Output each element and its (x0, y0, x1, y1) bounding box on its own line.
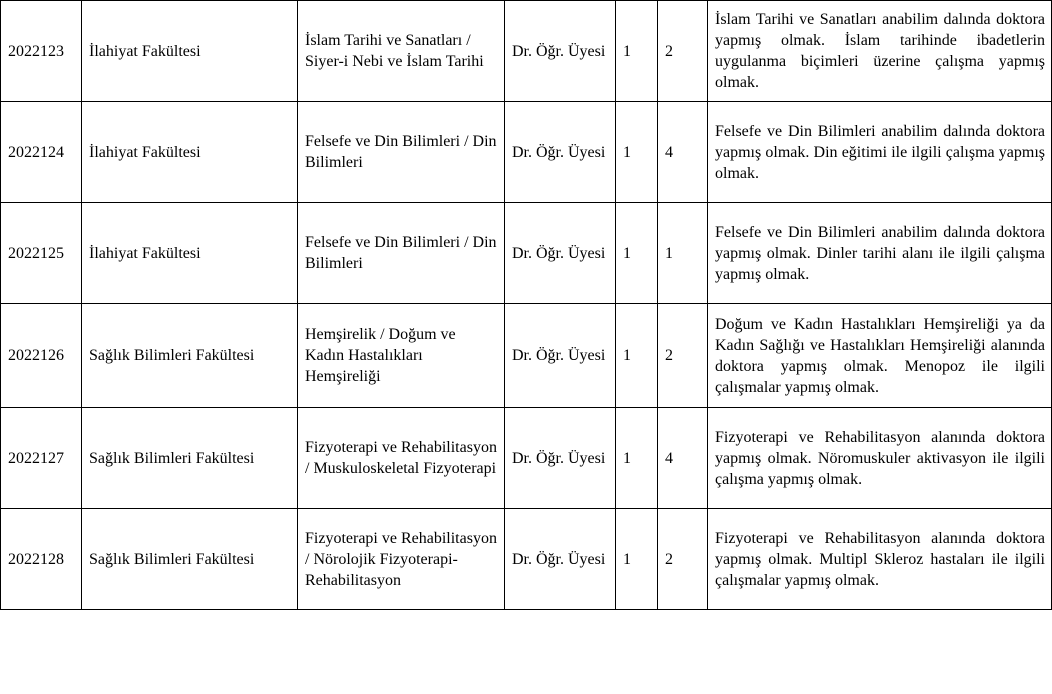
position-count: 1 (616, 102, 658, 203)
academic-title: Dr. Öğr. Üyesi (505, 408, 616, 509)
position-code: 2022126 (1, 304, 82, 408)
position-requirement: Fizyoterapi ve Rehabilitasyon alanında doktora yapmış olmak. Multipl Skleroz hastaları ile ilgili çalışmalar yapmış olmak. (708, 509, 1052, 610)
position-requirement: Doğum ve Kadın Hastalıkları Hemşireliği ya da Kadın Sağlığı ve Hastalıkları Hemşireliği alanında doktora yapmış olmak. Menopoz ile ilgili çalışmalar yapmış olmak. (708, 304, 1052, 408)
table-row (1, 102, 1052, 203)
position-count: 1 (616, 304, 658, 408)
position-degree: 2 (658, 304, 708, 408)
faculty-name: Sağlık Bilimleri Fakültesi (82, 408, 298, 509)
department-name: Fizyoterapi ve Rehabilitasyon / Nörolojik Fizyoterapi-Rehabilitasyon (298, 509, 505, 610)
faculty-name: Sağlık Bilimleri Fakültesi (82, 304, 298, 408)
position-degree: 2 (658, 509, 708, 610)
department-name: Felsefe ve Din Bilimleri / Din Bilimleri (298, 102, 505, 203)
position-requirement: Felsefe ve Din Bilimleri anabilim dalında doktora yapmış olmak. Din eğitimi ile ilgili çalışma yapmış olmak. (708, 102, 1052, 203)
department-name: Hemşirelik / Doğum ve Kadın Hastalıkları Hemşireliği (298, 304, 505, 408)
position-code: 2022123 (1, 1, 82, 102)
position-count: 1 (616, 509, 658, 610)
position-code: 2022124 (1, 102, 82, 203)
position-requirement: Felsefe ve Din Bilimleri anabilim dalında doktora yapmış olmak. Dinler tarihi alanı ile ilgili çalışma yapmış olmak. (708, 203, 1052, 304)
faculty-name: İlahiyat Fakültesi (82, 102, 298, 203)
faculty-name: İlahiyat Fakültesi (82, 203, 298, 304)
position-requirement: Fizyoterapi ve Rehabilitasyon alanında doktora yapmış olmak. Nöromuskuler aktivasyon ile ilgili çalışma yapmış olmak. (708, 408, 1052, 509)
position-count: 1 (616, 203, 658, 304)
faculty-name: İlahiyat Fakültesi (82, 1, 298, 102)
position-count: 1 (616, 1, 658, 102)
position-degree: 4 (658, 102, 708, 203)
position-degree: 4 (658, 408, 708, 509)
table-row (1, 203, 1052, 304)
faculty-name: Sağlık Bilimleri Fakültesi (82, 509, 298, 610)
academic-title: Dr. Öğr. Üyesi (505, 1, 616, 102)
table-row (1, 408, 1052, 509)
academic-title: Dr. Öğr. Üyesi (505, 509, 616, 610)
academic-title: Dr. Öğr. Üyesi (505, 102, 616, 203)
position-code: 2022128 (1, 509, 82, 610)
department-name: İslam Tarihi ve Sanatları / Siyer-i Nebi ve İslam Tarihi (298, 1, 505, 102)
position-degree: 1 (658, 203, 708, 304)
table-row (1, 304, 1052, 408)
position-code: 2022125 (1, 203, 82, 304)
department-name: Fizyoterapi ve Rehabilitasyon / Muskuloskeletal Fizyoterapi (298, 408, 505, 509)
position-code: 2022127 (1, 408, 82, 509)
position-requirement: İslam Tarihi ve Sanatları anabilim dalında doktora yapmış olmak. İslam tarihinde ibadetlerin uygulanma biçimleri üzerine çalışma yapmış olmak. (708, 1, 1052, 102)
table-row (1, 509, 1052, 610)
position-count: 1 (616, 408, 658, 509)
academic-title: Dr. Öğr. Üyesi (505, 304, 616, 408)
position-degree: 2 (658, 1, 708, 102)
table-row (1, 1, 1052, 102)
department-name: Felsefe ve Din Bilimleri / Din Bilimleri (298, 203, 505, 304)
academic-title: Dr. Öğr. Üyesi (505, 203, 616, 304)
